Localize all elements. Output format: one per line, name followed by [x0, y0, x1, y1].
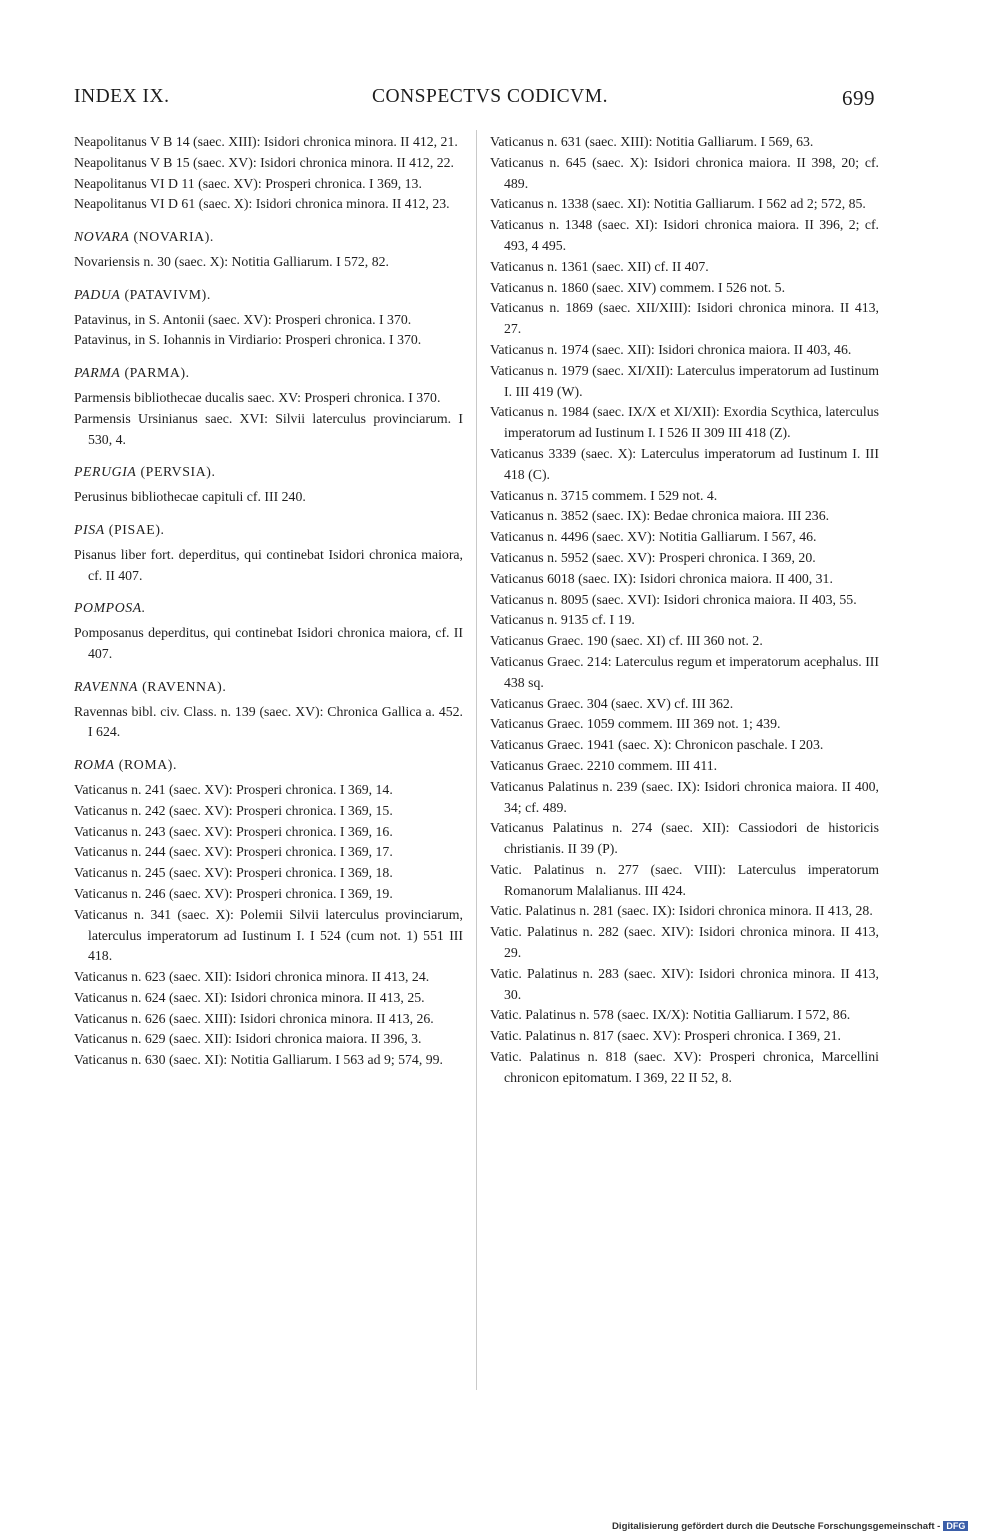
codex-entry: Vaticanus Palatinus n. 274 (saec. XII): Cassiodori de historicis christianis. II 39 (P). — [490, 820, 879, 857]
codex-entry: Vaticanus n. 1348 (saec. XI): Isidori chronica maiora. II 396, 2; cf. 493, 4 495. — [490, 217, 879, 253]
codex-entry: Vatic. Palatinus n. 281 (saec. IX): Isidori chronica minora. II 413, 28. — [490, 903, 873, 919]
codex-entry: Vatic. Palatinus n. 578 (saec. IX/X): Notitia Galliarum. I 572, 86. — [490, 1007, 851, 1023]
codex-entry: Vaticanus n. 1361 (saec. XII) cf. II 407. — [490, 258, 709, 274]
location-name: PARMA — [74, 365, 121, 381]
codex-entry: Vatic. Palatinus n. 283 (saec. XIV): Isidori chronica minora. II 413, 30. — [490, 965, 879, 1002]
location-name: PISA — [74, 521, 105, 537]
location-name: ROMA — [74, 757, 115, 773]
location-name: PADUA — [74, 286, 121, 302]
codex-entry: Vaticanus n. 9135 cf. I 19. — [490, 612, 635, 628]
location-name: RAVENNA — [74, 678, 139, 694]
codex-entry: Vaticanus n. 1860 (saec. XIV) commem. I 526 not. 5. — [490, 279, 786, 295]
codex-entry: Vaticanus n. 1984 (saec. IX/X et XI/XII): Exordia Scythica, laterculus imperatorum ad Iustinum I. I 526 II 309 III 418 (Z). — [490, 404, 879, 441]
location-latin: (PISAE). — [104, 521, 165, 537]
codex-entry: Neapolitanus VI D 11 (saec. XV): Prosperi chronica. I 369, 13. — [74, 175, 422, 191]
codex-entry: Vaticanus 6018 (saec. IX): Isidori chronica maiora. II 400, 31. — [490, 570, 833, 586]
location-heading — [74, 285, 463, 306]
codex-entry: Pomposanus deperditus, qui continebat Isidori chronica maiora, cf. II 407. — [74, 625, 463, 661]
codex-entry: Vaticanus Graec. 214: Laterculus regum et imperatorum acephalus. III 438 sq. — [490, 653, 879, 690]
codex-entry: Vaticanus n. 244 (saec. XV): Prosperi chronica. I 369, 17. — [74, 844, 393, 860]
page-number: 699 — [842, 86, 875, 110]
codex-entry: Vaticanus n. 645 (saec. X): Isidori chronica maiora. II 398, 20; cf. 489. — [490, 154, 879, 191]
codex-entry: Vaticanus n. 1869 (saec. XII/XIII): Isidori chronica minora. II 413, 27. — [490, 300, 879, 337]
codex-entry: Vaticanus n. 3715 commem. I 529 not. 4. — [490, 487, 718, 503]
codex-entry: Vaticanus n. 8095 (saec. XVI): Isidori chronica maiora. II 403, 55. — [490, 591, 857, 607]
codex-entry: Vaticanus n. 245 (saec. XV): Prosperi chronica. I 369, 18. — [74, 865, 393, 881]
codex-entry: Neapolitanus VI D 61 (saec. X): Isidori chronica minora. II 412, 23. — [74, 196, 450, 212]
codex-entry: Parmensis bibliothecae ducalis saec. XV: Prosperi chronica. I 370. — [74, 389, 441, 405]
location-latin: (PARMA). — [120, 365, 190, 381]
codex-entry: Pisanus liber fort. deperditus, qui continebat Isidori chronica maiora, cf. II 407. — [74, 546, 463, 583]
codex-entry: Vaticanus n. 1979 (saec. XI/XII): Laterculus imperatorum ad Iustinum I. III 419 (W). — [490, 362, 879, 399]
codex-entry: Ravennas bibl. civ. Class. n. 139 (saec. XV): Chronica Gallica a. 452. I 624. — [74, 703, 463, 740]
codex-entry: Vatic. Palatinus n. 282 (saec. XIV): Isidori chronica minora. II 413, 29. — [490, 924, 879, 961]
codex-entry: Vaticanus Graec. 1059 commem. III 369 not. 1; 439. — [490, 716, 781, 732]
location-name: NOVARA — [74, 229, 130, 245]
running-head-left: INDEX IX. — [74, 86, 170, 107]
codex-entry: Vaticanus Graec. 190 (saec. XI) cf. III 360 not. 2. — [490, 633, 763, 649]
location-heading — [74, 677, 463, 698]
codex-entry: Patavinus, in S. Iohannis in Virdiario: Prosperi chronica. I 370. — [74, 332, 422, 348]
codex-entry: Vaticanus n. 3852 (saec. IX): Bedae chronica maiora. III 236. — [490, 508, 830, 524]
location-latin: (PATAVIVM). — [120, 286, 211, 302]
codex-entry: Vaticanus n. 624 (saec. XI): Isidori chronica minora. II 413, 25. — [74, 989, 425, 1005]
codex-entry: Neapolitanus V B 15 (saec. XV): Isidori chronica minora. II 412, 22. — [74, 154, 454, 170]
codex-entry: Vaticanus n. 246 (saec. XV): Prosperi chronica. I 369, 19. — [74, 885, 393, 901]
codex-entry: Vaticanus 3339 (saec. X): Laterculus imperatorum ad Iustinum I. III 418 (C). — [490, 445, 879, 482]
location-heading — [74, 598, 463, 619]
codex-entry: Neapolitanus V B 14 (saec. XIII): Isidori chronica minora. II 412, 21. — [74, 134, 458, 149]
codex-entry: Vaticanus n. 1338 (saec. XI): Notitia Galliarum. I 562 ad 2; 572, 85. — [490, 196, 866, 212]
codex-entry: Vaticanus n. 243 (saec. XV): Prosperi chronica. I 369, 16. — [74, 823, 393, 839]
codex-entry: Vaticanus Graec. 2210 commem. III 411. — [490, 757, 718, 773]
codex-entry: Vaticanus n. 626 (saec. XIII): Isidori chronica minora. II 413, 26. — [74, 1010, 434, 1026]
codex-entry: Vaticanus n. 629 (saec. XII): Isidori chronica maiora. II 396, 3. — [74, 1031, 422, 1047]
codex-entry: Perusinus bibliothecae capituli cf. III 240. — [74, 489, 306, 505]
column-divider — [476, 130, 477, 1390]
location-heading — [74, 520, 463, 541]
running-head-title: CONSPECTVS CODICVM. — [372, 86, 608, 107]
left-column — [74, 132, 463, 1071]
codex-entry: Parmensis Ursinianus saec. XVI: Silvii laterculus provinciarum. I 530, 4. — [74, 410, 463, 447]
codex-entry: Vatic. Palatinus n. 817 (saec. XV): Prosperi chronica. I 369, 21. — [490, 1028, 841, 1044]
codex-entry: Vaticanus n. 5952 (saec. XV): Prosperi chronica. I 369, 20. — [490, 549, 816, 565]
location-heading — [74, 462, 463, 483]
codex-entry: Vaticanus n. 242 (saec. XV): Prosperi chronica. I 369, 15. — [74, 802, 393, 818]
location-latin: (ROMA). — [114, 757, 178, 773]
codex-entry: Vatic. Palatinus n. 818 (saec. XV): Prosperi chronica, Marcellini chronicon epitomatum. I 369, 22 II 52, 8. — [490, 1049, 879, 1085]
location-heading — [74, 755, 463, 776]
codex-entry: Vaticanus n. 341 (saec. X): Polemii Silvii laterculus provinciarum, laterculus imperatorum ad Iustinum I. I 524 (cum not. 1) 551 III 418. — [74, 906, 463, 964]
codex-entry: Vaticanus n. 623 (saec. XII): Isidori chronica minora. II 413, 24. — [74, 969, 430, 985]
footer-text: Digitalisierung gefördert durch die Deutsche Forschungsgemeinschaft - — [612, 1521, 941, 1532]
codex-entry: Vatic. Palatinus n. 277 (saec. VIII): Laterculus imperatorum Romanorum Malalianus. III 424. — [490, 861, 879, 898]
footer-credit — [612, 1521, 992, 1532]
codex-entry: Vaticanus n. 4496 (saec. XV): Notitia Galliarum. I 567, 46. — [490, 529, 817, 545]
location-latin: (PERVSIA). — [136, 464, 216, 480]
codex-entry: Vaticanus n. 630 (saec. XI): Notitia Galliarum. I 563 ad 9; 574, 99. — [74, 1052, 443, 1068]
codex-entry: Vaticanus Graec. 1941 (saec. X): Chronicon paschale. I 203. — [490, 737, 824, 753]
location-latin: (RAVENNA). — [138, 678, 227, 694]
location-latin: (NOVARIA). — [129, 229, 214, 245]
location-name: PERUGIA — [74, 464, 137, 480]
codex-entry: Vaticanus Palatinus n. 239 (saec. IX): Isidori chronica maiora. II 400, 34; cf. 489. — [490, 778, 879, 815]
location-name: POMPOSA. — [74, 600, 146, 616]
codex-entry: Vaticanus n. 631 (saec. XIII): Notitia Galliarum. I 569, 63. — [490, 134, 814, 149]
codex-entry: Vaticanus Graec. 304 (saec. XV) cf. III 362. — [490, 695, 734, 711]
codex-entry: Patavinus, in S. Antonii (saec. XV): Prosperi chronica. I 370. — [74, 311, 412, 327]
codex-entry: Vaticanus n. 241 (saec. XV): Prosperi chronica. I 369, 14. — [74, 781, 393, 797]
dfg-logo: DFG — [943, 1521, 968, 1531]
location-heading — [74, 227, 463, 248]
codex-entry: Novariensis n. 30 (saec. X): Notitia Galliarum. I 572, 82. — [74, 253, 389, 269]
location-heading — [74, 363, 463, 384]
codex-entry: Vaticanus n. 1974 (saec. XII): Isidori chronica maiora. II 403, 46. — [490, 341, 852, 357]
right-column — [490, 132, 879, 1089]
